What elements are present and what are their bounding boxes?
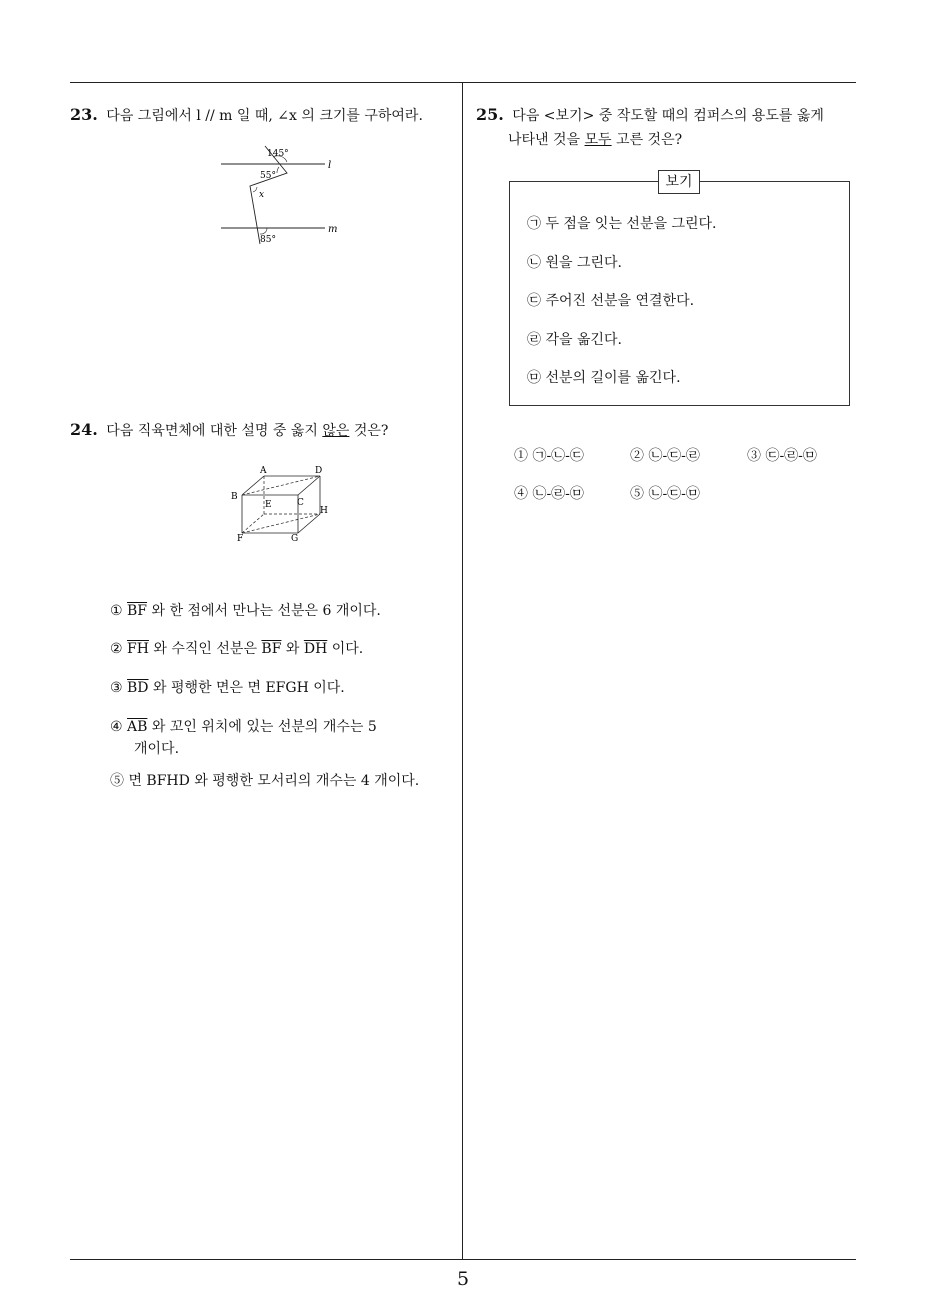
option-text: 면 BFHD 와 평행한 모서리의 개수는 4 개이다.	[128, 773, 420, 789]
vertex-E: E	[265, 500, 272, 510]
choice-4[interactable]: ④ ㉡-㉣-㉤	[514, 486, 584, 502]
question-text-emphasis: 않은	[322, 423, 350, 439]
bogi-item-4: ㉣ 각을 옮긴다.	[527, 332, 622, 348]
question-number: 24.	[70, 420, 98, 439]
segment-label: $\overline{BD}$	[127, 680, 149, 696]
option-2[interactable]	[110, 638, 363, 660]
question-text: 고른 것은?	[611, 132, 683, 148]
segment-label: $\overline{FH}$	[127, 641, 149, 657]
option-text: 이다.	[327, 641, 364, 657]
vertex-G: G	[291, 534, 299, 543]
bogi-item-5: ㉤ 선분의 길이를 옮긴다.	[527, 370, 681, 386]
option-text: 와	[281, 641, 304, 657]
option-mark: ③	[110, 680, 123, 696]
vertex-H: H	[320, 506, 328, 516]
angle-55-label: 55°	[260, 171, 276, 181]
cuboid-figure	[228, 463, 338, 543]
question-number: 25.	[476, 105, 504, 124]
angle-145-label: 145°	[267, 149, 289, 159]
segment-label: $\overline{AB}$	[127, 719, 148, 735]
vertex-D: D	[315, 466, 323, 476]
choice-5[interactable]: ⑤ ㉡-㉢-㉤	[630, 486, 700, 502]
top-rule	[70, 82, 856, 83]
option-mark: ④	[110, 719, 123, 735]
option-3[interactable]	[110, 677, 345, 699]
option-mark: ⑤	[110, 773, 124, 789]
angle-85-label: 85°	[260, 235, 276, 245]
option-text: 와 평행한 면은 면 EFGH 이다.	[148, 680, 345, 696]
question-text: 다음 <보기> 중 작도할 때의 컴퍼스의 용도를 옳게	[512, 108, 824, 124]
segment-label: $\overline{DH}$	[303, 641, 328, 657]
question-25	[476, 103, 824, 152]
bogi-title: 보기	[658, 170, 700, 194]
page-number: 5	[456, 1268, 470, 1290]
parallel-lines-figure	[215, 140, 355, 250]
question-text: 것은?	[349, 423, 389, 439]
question-text: 다음 그림에서 l // m 일 때, ∠x 의 크기를 구하여라.	[106, 108, 423, 124]
bogi-item-2: ㉡ 원을 그린다.	[527, 255, 622, 271]
option-4[interactable]	[110, 716, 377, 760]
vertex-C: C	[297, 498, 304, 508]
vertex-F: F	[237, 534, 244, 543]
option-mark: ②	[110, 641, 123, 657]
bottom-rule	[70, 1259, 856, 1260]
segment-label: $\overline{BF}$	[127, 603, 148, 619]
option-text: 와 한 점에서 만나는 선분은 6 개이다.	[147, 603, 381, 619]
question-text-emphasis: 모두	[584, 132, 612, 148]
option-text: 와 수직인 선분은	[148, 641, 262, 657]
line-m-label: m	[328, 224, 338, 235]
bogi-item-1: ㉠ 두 점을 잇는 선분을 그린다.	[527, 216, 717, 232]
option-text: 개이다.	[134, 741, 180, 757]
vertex-B: B	[231, 492, 238, 502]
vertex-A: A	[260, 466, 267, 476]
question-number: 23.	[70, 105, 98, 124]
option-text: 와 꼬인 위치에 있는 선분의 개수는 5	[147, 719, 377, 735]
option-mark: ①	[110, 603, 123, 619]
segment-label: $\overline{BF}$	[261, 641, 282, 657]
column-divider	[462, 83, 463, 1260]
angle-x-label: x	[259, 190, 265, 200]
choice-3[interactable]: ③ ㉢-㉣-㉤	[747, 448, 817, 464]
line-l-label: l	[328, 160, 332, 171]
question-text: 나타낸 것을	[508, 132, 585, 148]
option-5[interactable]	[110, 770, 419, 792]
choice-1[interactable]: ① ㉠-㉡-㉢	[514, 448, 584, 464]
question-23	[70, 103, 423, 128]
question-24	[70, 418, 388, 443]
option-1[interactable]	[110, 600, 381, 622]
choice-2[interactable]: ② ㉡-㉢-㉣	[630, 448, 700, 464]
bogi-item-3: ㉢ 주어진 선분을 연결한다.	[527, 293, 695, 309]
question-text: 다음 직육면체에 대한 설명 중 옳지	[106, 423, 323, 439]
